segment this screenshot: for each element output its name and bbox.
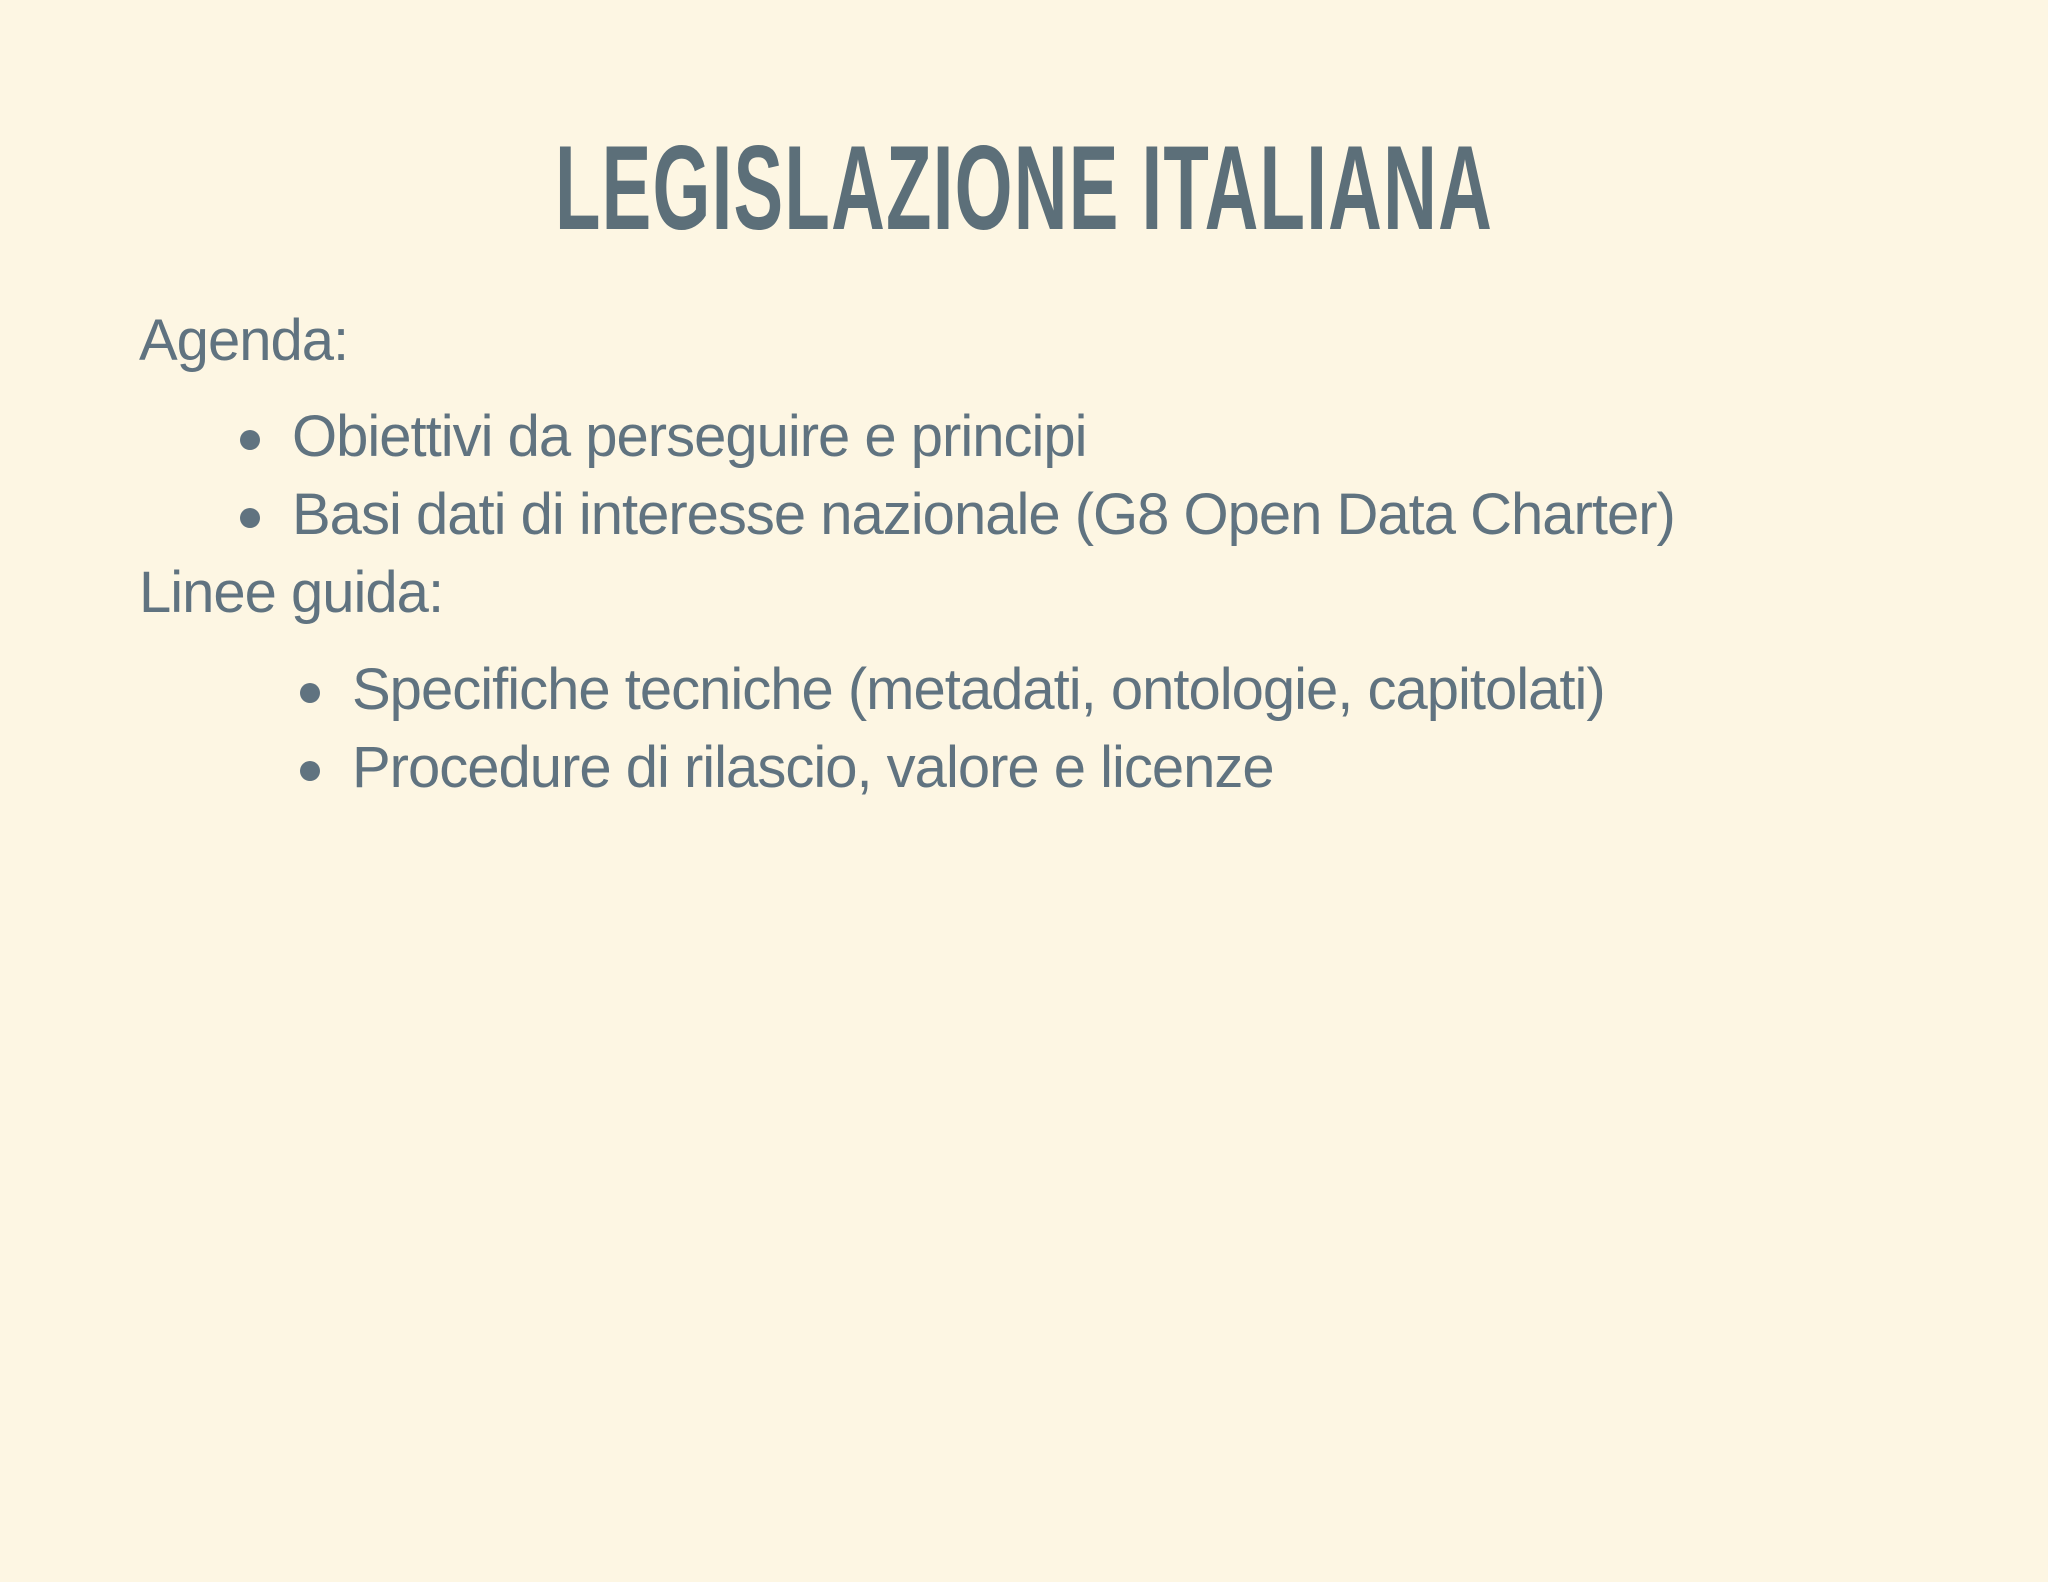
- list-item-text: Procedure di rilascio, valore e licenze: [352, 735, 1274, 800]
- list-item-text: Specifiche tecniche (metadati, ontologie, capitolati): [352, 657, 1605, 722]
- bullet-icon: [240, 508, 260, 528]
- agenda-label: Agenda:: [139, 308, 349, 373]
- list-item-text: Obiettivi da perseguire e principi: [292, 404, 1087, 469]
- agenda-list: [292, 398, 1675, 554]
- bullet-icon: [300, 761, 320, 781]
- list-item: [352, 651, 1605, 729]
- list-item: [292, 476, 1675, 554]
- list-item: [352, 729, 1605, 807]
- bullet-icon: [240, 430, 260, 450]
- list-item-text: Basi dati di interesse nazionale (G8 Open Data Charter): [292, 482, 1675, 547]
- linee-guida-label: Linee guida:: [139, 560, 444, 625]
- linee-guida-list: [352, 651, 1605, 807]
- slide-title: LEGISLAZIONE ITALIANA: [554, 121, 1494, 255]
- list-item: [292, 398, 1675, 476]
- bullet-icon: [300, 683, 320, 703]
